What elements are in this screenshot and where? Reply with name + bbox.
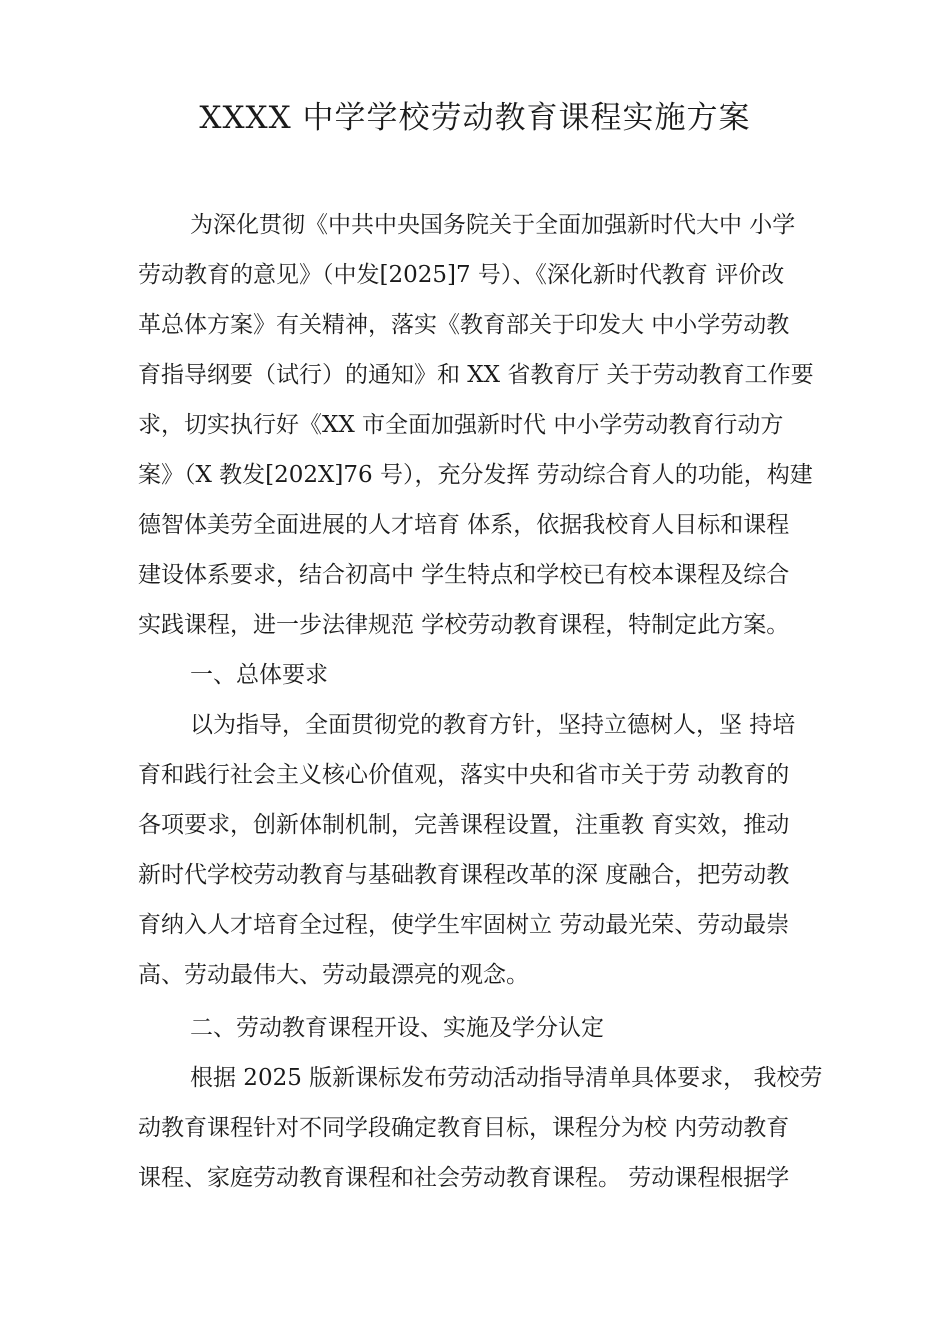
paragraph-line: 以为指导，全面贯彻党的教育方针，坚持立德树人，坚 持培 bbox=[190, 712, 796, 738]
paragraph-line: 劳动教育的意见》（中发[2025]7 号）、《深化新时代教育 评价改 bbox=[138, 262, 785, 288]
paragraph-line: 育指导纲要（试行）的通知》和 XX 省教育厅 关于劳动教育工作要 bbox=[138, 362, 814, 388]
paragraph-line: 德智体美劳全面进展的人才培育 体系，依据我校育人目标和课程 bbox=[138, 512, 790, 538]
paragraph-line: 各项要求，创新体制机制，完善课程设置，注重教 育实效，推动 bbox=[138, 812, 790, 838]
paragraph-line: 实践课程，进一步法律规范 学校劳动教育课程，特制定此方案。 bbox=[138, 612, 790, 638]
paragraph-line: 革总体方案》有关精神，落实《教育部关于印发大 中小学劳动教 bbox=[138, 312, 790, 338]
paragraph-line: 案》（X 教发[202X]76 号），充分发挥 劳动综合育人的功能，构建 bbox=[138, 462, 813, 488]
section-heading: 二、劳动教育课程开设、实施及学分认定 bbox=[190, 1015, 604, 1041]
paragraph-line: 动教育课程针对不同学段确定教育目标，课程分为校 内劳动教育 bbox=[138, 1115, 790, 1141]
paragraph-line: 求，切实执行好《XX 市全面加强新时代 中小学劳动教育行动方 bbox=[138, 412, 784, 438]
paragraph-line: 高、劳动最伟大、劳动最漂亮的观念。 bbox=[138, 962, 529, 988]
paragraph-line: 新时代学校劳动教育与基础教育课程改革的深 度融合，把劳动教 bbox=[138, 862, 790, 888]
paragraph-line: 建设体系要求，结合初高中 学生特点和学校已有校本课程及综合 bbox=[138, 562, 790, 588]
paragraph-line: 为深化贯彻《中共中央国务院关于全面加强新时代大中 小学 bbox=[190, 212, 796, 238]
document-title: XXXX 中学学校劳动教育课程实施方案 bbox=[199, 100, 751, 136]
paragraph-line: 课程、家庭劳动教育课程和社会劳动教育课程。 劳动课程根据学 bbox=[138, 1165, 790, 1191]
paragraph-line: 根据 2025 版新课标发布劳动活动指导清单具体要求， 我校劳 bbox=[190, 1065, 823, 1091]
section-heading: 一、总体要求 bbox=[190, 662, 328, 688]
paragraph-line: 育纳入人才培育全过程，使学生牢固树立 劳动最光荣、劳动最崇 bbox=[138, 912, 790, 938]
paragraph-line: 育和践行社会主义核心价值观，落实中央和省市关于劳 动教育的 bbox=[138, 762, 790, 788]
